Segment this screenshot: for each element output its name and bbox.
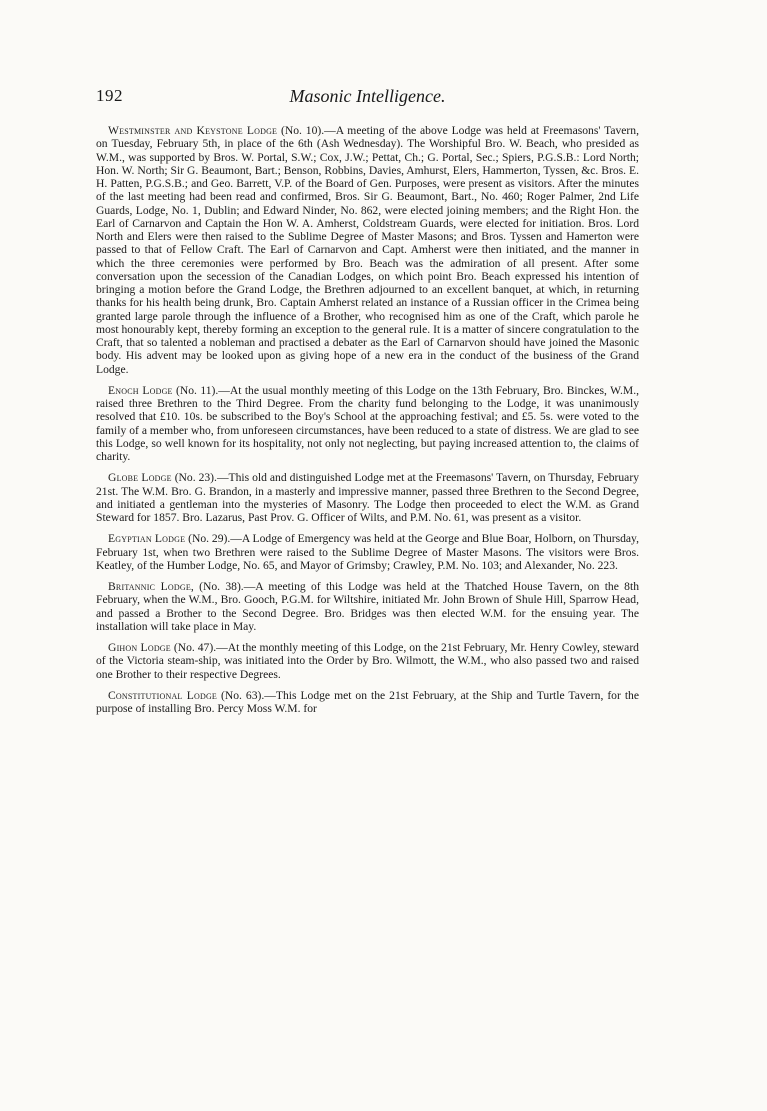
lodge-name: Globe Lodge (108, 471, 172, 485)
paragraph-text: (No. 10).—A meeting of the above Lodge was held at Freemasons' Tavern, on Tuesday, February 5th, in place of the 6th (Ash Wednesday). The Worshipful Bro. W. Beach, who presided as W.M., was supported by Bros. W. Portal, S.W.; Cox, J.W.; Pettat, Ch.; G. Portal, Sec.; Spiers, P.G.S.B.: Lord North; Hon. W. North; Sir G. Beaumont, Bart.; Benson, Robbins, Davies, Amhurst, Elers, Hammerton, Tyssen, &c. Bros. E. H. Patten, P.G.S.B.; and Geo. Barrett, V.P. of the Board of Gen. Purposes, were present as visitors. After the minutes of the last meeting had been read and confirmed, Bros. Sir G. Beaumont, Bart., No. 460; Roger Palmer, 2nd Life Guards, Lodge, No. 1, Dublin; and Edward Ninder, No. 862, were elected joining members; and the Right Hon. the Earl of Carnarvon and Captain the Hon W. A. Amherst, Coldstream Guards, were elected for initiation. Bros. Lord North and Elers were then raised to the Sublime Degree of Master Masons; and Bros. Tyssen and Hamerton were passed to that of Fellow Craft. The Earl of Carnarvon and Capt. Amherst were then initiated, and the manner in which the three ceremonies were performed by Bro. Beach was the admiration of all present. After some conversation upon the secession of the Canadian Lodges, on which point Bro. Beach expressed his intention of bringing a motion before the Grand Lodge, the Brethren adjourned to an excellent banquet, at which, in returning thanks for his health being drunk, Bro. Captain Amherst related an instance of a Russian officer in the Crimea being granted large parole through the influence of a Brother, who recognised him as one of the Craft, which parole he most honourably kept, thereby forming an exception to the general rule. It is a matter of sincere congratulation to the Craft, that so talented a nobleman and practised a debater as the Earl of Carnarvon should have joined the Masonic body. His advent may be looked upon as giving hope of a new era in the conduct of the business of the Grand Lodge. (96, 124, 639, 376)
lodge-name: Britannic Lodge (108, 580, 191, 593)
paragraph-text: , (No. 38).—A meeting of this Lodge was held at the Thatched House Tavern, on the 8th February, when the W.M., Bro. Gooch, P.G.M. for Wiltshire, initiated Mr. John Brown of Shule Hill, Sparrow Head, and passed a Brother to the Second Degree. Bro. Bridges was then elected W.M. for the ensuing year. The installation will take place in May. (96, 580, 639, 633)
lodge-name: Constitutional Lodge (108, 688, 218, 702)
paragraph-constitutional (96, 689, 639, 716)
lodge-name: Egyptian Lodge (108, 532, 186, 546)
paragraph-egyptian (96, 532, 639, 572)
paragraph-text: (No. 47).—At the monthly meeting of this Lodge, on the 21st February, Mr. Henry Cowley, steward of the Victoria steam-ship, was initiated into the Order by Bro. Wilmott, the W.M., who also passed two and raised one Brother to their respective Degrees. (96, 641, 639, 681)
running-head (96, 86, 639, 110)
paragraph-text: (No. 11).—At the usual monthly meeting of this Lodge on the 13th February, Bro. Binckes, W.M., raised three Brethren to the Third Degree. From the charity fund belonging to the Lodge, it was unanimously resolved that £10. 10s. be subscribed to the Boy's School at the approaching festival; and £5. 5s. were voted to the family of a member who, from unforeseen circumstances, have been reduced to a state of distress. We are glad to see this Lodge, so well known for its hospitality, not only not neglecting, but paying increased attention to, the claims of charity. (96, 383, 639, 463)
paragraph-text: (No. 23).—This old and distinguished Lodge met at the Freemasons' Tavern, on Thursday, February 21st. The W.M. Bro. G. Brandon, in a masterly and impressive manner, passed three Brethren to the Second Degree, and initiated a gentleman into the mysteries of Masonry. The Lodge then proceeded to elect the W.M. as Grand Steward for 1857. Bro. Lazarus, Past Prov. G. Officer of Wilts, and P.M. No. 61, was present as a visitor. (96, 471, 639, 524)
lodge-name: Enoch Lodge (108, 383, 173, 397)
lodge-name: Westminster and Keystone Lodge (108, 124, 278, 137)
lodge-name: Gihon Lodge (108, 641, 171, 654)
article-body (96, 124, 639, 723)
page-number: 192 (96, 86, 123, 105)
paragraph-enoch (96, 384, 639, 464)
paragraph-britannic (96, 580, 639, 633)
running-title: Masonic Intelligence. (289, 86, 446, 106)
paragraph-westminster-keystone (96, 124, 639, 376)
paragraph-text: (No. 29).—A Lodge of Emergency was held at the George and Blue Boar, Holborn, on Thursday, February 1st, when two Brethren were raised to the Sublime Degree of Master Masons. The visitors were Bros. Keatley, of the Humber Lodge, No. 65, and Mayor of Grimsby; Crawley, P.M. No. 103; and Alexander, No. 223. (96, 532, 639, 572)
paragraph-text: (No. 63).—This Lodge met on the 21st February, at the Ship and Turtle Tavern, for the purpose of installing Bro. Percy Moss W.M. for (96, 688, 639, 715)
paragraph-gihon (96, 641, 639, 681)
paragraph-globe (96, 471, 639, 524)
